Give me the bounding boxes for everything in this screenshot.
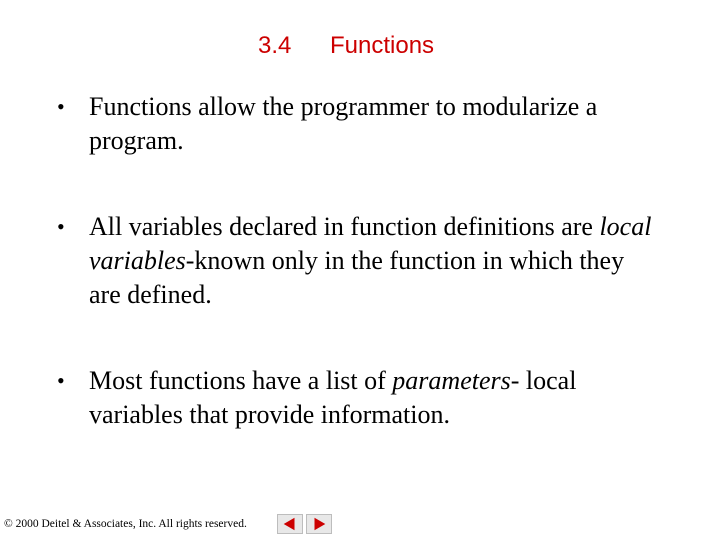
section-number: 3.4	[258, 32, 292, 59]
bullet-emphasis: local variables	[89, 212, 652, 275]
copyright-footer: © 2000 Deitel & Associates, Inc. All rights reserved.	[4, 518, 247, 530]
bullet-text-end: -known only in the function in which they are defined.	[89, 246, 625, 309]
bullet-text	[89, 366, 576, 429]
bullet-marker: •	[57, 94, 65, 119]
bullet-item	[57, 210, 657, 312]
next-slide-button[interactable]	[306, 514, 332, 534]
bullet-text-start: Most functions have a list of	[89, 366, 393, 395]
bullet-item	[57, 90, 657, 158]
bullet-marker: •	[57, 368, 65, 393]
bullet-text-end: - local variables that provide information.	[89, 366, 577, 429]
section-title: Functions	[330, 32, 435, 59]
triangle-left-icon	[278, 515, 302, 533]
bullet-text-start: All variables declared in function definitions are	[89, 212, 600, 241]
bullet-text	[89, 212, 651, 309]
bullet-marker: •	[57, 214, 65, 239]
bullet-item	[57, 364, 657, 432]
previous-slide-button[interactable]	[277, 514, 303, 534]
bullet-text: Functions allow the programmer to modularize a program.	[89, 92, 598, 155]
triangle-right-icon	[307, 515, 331, 533]
bullet-list	[57, 90, 657, 432]
bullet-emphasis: parameters	[392, 366, 511, 395]
